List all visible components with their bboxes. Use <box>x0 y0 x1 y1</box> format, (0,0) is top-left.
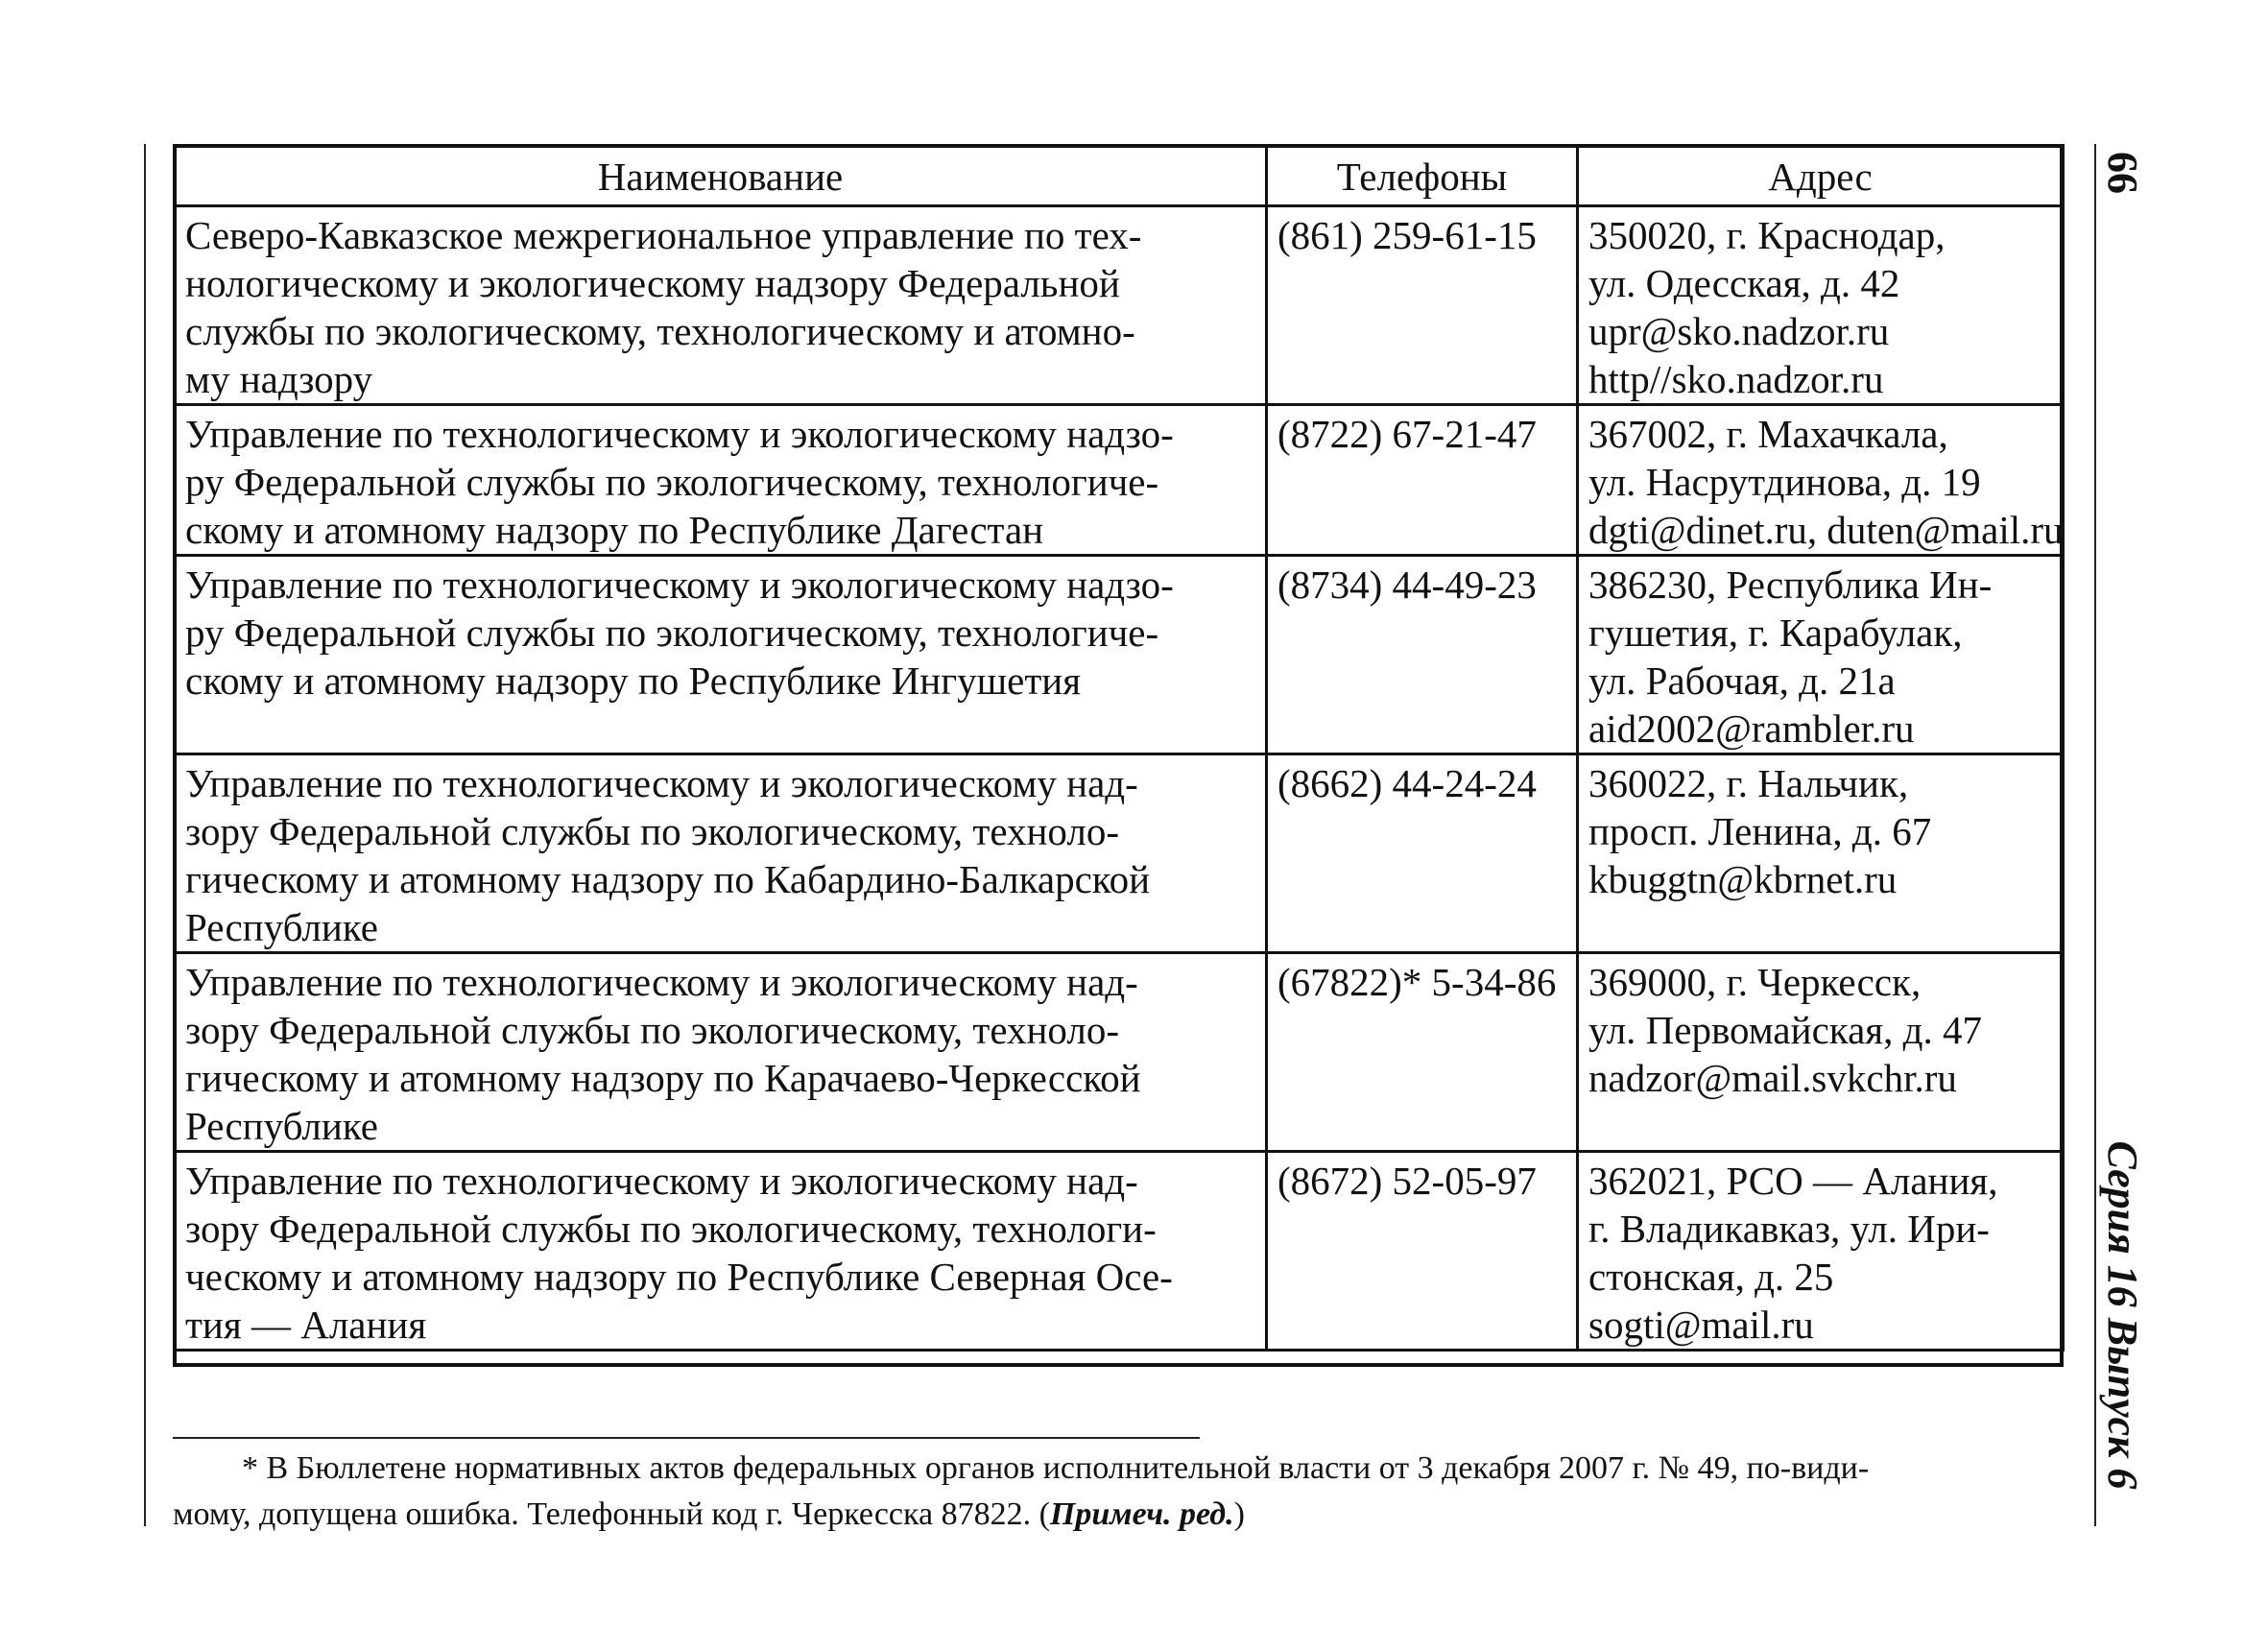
cell-address <box>1578 754 2064 953</box>
cell-phone <box>1267 405 1578 556</box>
cell-phone <box>1267 953 1578 1152</box>
cell-name <box>175 754 1267 953</box>
address-line: просп. Ленина, д. 67 <box>1588 809 1932 853</box>
page-number: 66 <box>2099 152 2147 194</box>
name-line: нологическому и экологическому надзору Федеральной <box>185 261 1120 305</box>
address-line: ул. Рабочая, д. 21а <box>1588 658 1896 703</box>
address-line: dgti@dinet.ru, duten@mail.ru <box>1588 508 2064 552</box>
name-line: скому и атомному надзору по Республике Дагестан <box>185 508 1044 552</box>
cell-name <box>175 1152 1267 1351</box>
cell-phone <box>1267 556 1578 754</box>
table-row <box>175 405 2064 556</box>
left-margin-rule <box>144 144 146 1526</box>
footnote-line-2-text: мому, допущена ошибка. Телефонный код г. Черкесска 87822. ( <box>173 1496 1050 1532</box>
address-line: гушетия, г. Карабулак, <box>1588 610 1963 655</box>
name-line: Управление по технологическому и экологическому над- <box>185 761 1138 805</box>
header-address: Адрес <box>1578 146 2064 206</box>
phone-text: (8722) 67-21-47 <box>1277 412 1537 456</box>
address-line: ул. Одесская, д. 42 <box>1588 261 1900 305</box>
table-row <box>175 953 2064 1152</box>
name-line: зору Федеральной службы по экологическому, техноло- <box>185 1008 1120 1052</box>
name-line: ру Федеральной службы по экологическому, технологиче- <box>185 610 1159 655</box>
running-header: Серия 16 Выпуск 6 <box>2099 1140 2147 1490</box>
name-line: скому и атомному надзору по Республике Ингушетия <box>185 658 1082 703</box>
phone-text: (67822)* 5-34-86 <box>1277 960 1557 1004</box>
footnote-line-2-close: ) <box>1233 1496 1245 1532</box>
footnote-line-1: * В Бюллетене нормативных актов федеральных органов исполнительной власти от 3 декабря 2007 г. № 49, по-види- <box>242 1450 1870 1486</box>
phone-text: (8734) 44-49-23 <box>1277 562 1537 607</box>
name-line: му надзору <box>185 357 373 401</box>
table-row <box>175 1152 2064 1351</box>
address-line: 367002, г. Махачкала, <box>1588 412 1948 456</box>
cell-phone <box>1267 754 1578 953</box>
name-line: зору Федеральной службы по экологическому, технологи- <box>185 1207 1157 1251</box>
name-line: ческому и атомному надзору по Республике Северная Осе- <box>185 1255 1173 1299</box>
address-line: 386230, Республика Ин- <box>1588 562 1993 607</box>
name-line: Северо-Кавказское межрегиональное управление по тех- <box>185 213 1142 257</box>
cell-address <box>1578 556 2064 754</box>
address-line: nadzor@mail.svkchr.ru <box>1588 1056 1957 1100</box>
cell-address <box>1578 1152 2064 1351</box>
address-line: стонская, д. 25 <box>1588 1255 1834 1299</box>
footnote <box>173 1446 2068 1538</box>
address-line: 362021, РСО — Алания, <box>1588 1159 1998 1203</box>
cell-phone <box>1267 206 1578 405</box>
cell-name <box>175 953 1267 1152</box>
table-header-row <box>175 146 2064 206</box>
cell-name <box>175 556 1267 754</box>
address-line: aid2002@rambler.ru <box>1588 706 1915 751</box>
address-line: upr@sko.nadzor.ru <box>1588 309 1890 353</box>
name-line: Управление по технологическому и экологическому надзо- <box>185 562 1174 607</box>
name-line: Управление по технологическому и экологическому над- <box>185 1159 1138 1203</box>
name-line: ру Федеральной службы по экологическому, технологиче- <box>185 460 1159 504</box>
phone-text: (8672) 52-05-97 <box>1277 1159 1537 1203</box>
name-line: тия — Алания <box>185 1303 427 1347</box>
name-line: гическому и атомному надзору по Кабардино-Балкарской <box>185 857 1151 901</box>
table-row <box>175 754 2064 953</box>
contacts-table <box>173 144 2065 1352</box>
name-line: гическому и атомному надзору по Карачаево-Черкесской <box>185 1056 1141 1100</box>
name-line: Управление по технологическому и экологическому над- <box>185 960 1138 1004</box>
address-line: ул. Первомайская, д. 47 <box>1588 1008 1982 1052</box>
name-line: Республике <box>185 1104 378 1148</box>
cell-address <box>1578 206 2064 405</box>
name-line: службы по экологическому, технологическому и атомно- <box>185 309 1135 353</box>
address-line: http//sko.nadzor.ru <box>1588 357 1884 401</box>
address-line: 360022, г. Нальчик, <box>1588 761 1909 805</box>
table-row <box>175 206 2064 405</box>
header-name: Наименование <box>175 146 1267 206</box>
cell-name <box>175 206 1267 405</box>
cell-phone <box>1267 1152 1578 1351</box>
footnote-editor-note: Примеч. ред. <box>1049 1496 1234 1532</box>
phone-text: (8662) 44-24-24 <box>1277 761 1537 805</box>
footnote-line-2 <box>173 1492 2068 1538</box>
phone-text: (861) 259-61-15 <box>1277 213 1537 257</box>
address-line: 350020, г. Краснодар, <box>1588 213 1946 257</box>
footnote-rule <box>173 1437 1200 1439</box>
address-line: 369000, г. Черкесск, <box>1588 960 1922 1004</box>
address-line: г. Владикавказ, ул. Ири- <box>1588 1207 1990 1251</box>
name-line: Республике <box>185 905 378 949</box>
cell-name <box>175 405 1267 556</box>
address-line: sogti@mail.ru <box>1588 1303 1814 1347</box>
header-phones: Телефоны <box>1267 146 1578 206</box>
table-row <box>175 556 2064 754</box>
name-line: зору Федеральной службы по экологическому, техноло- <box>185 809 1120 853</box>
cell-address <box>1578 405 2064 556</box>
address-line: kbuggtn@kbrnet.ru <box>1588 857 1898 901</box>
name-line: Управление по технологическому и экологическому надзо- <box>185 412 1174 456</box>
address-line: ул. Насрутдинова, д. 19 <box>1588 460 1981 504</box>
table-body <box>175 206 2064 1351</box>
cell-address <box>1578 953 2064 1152</box>
